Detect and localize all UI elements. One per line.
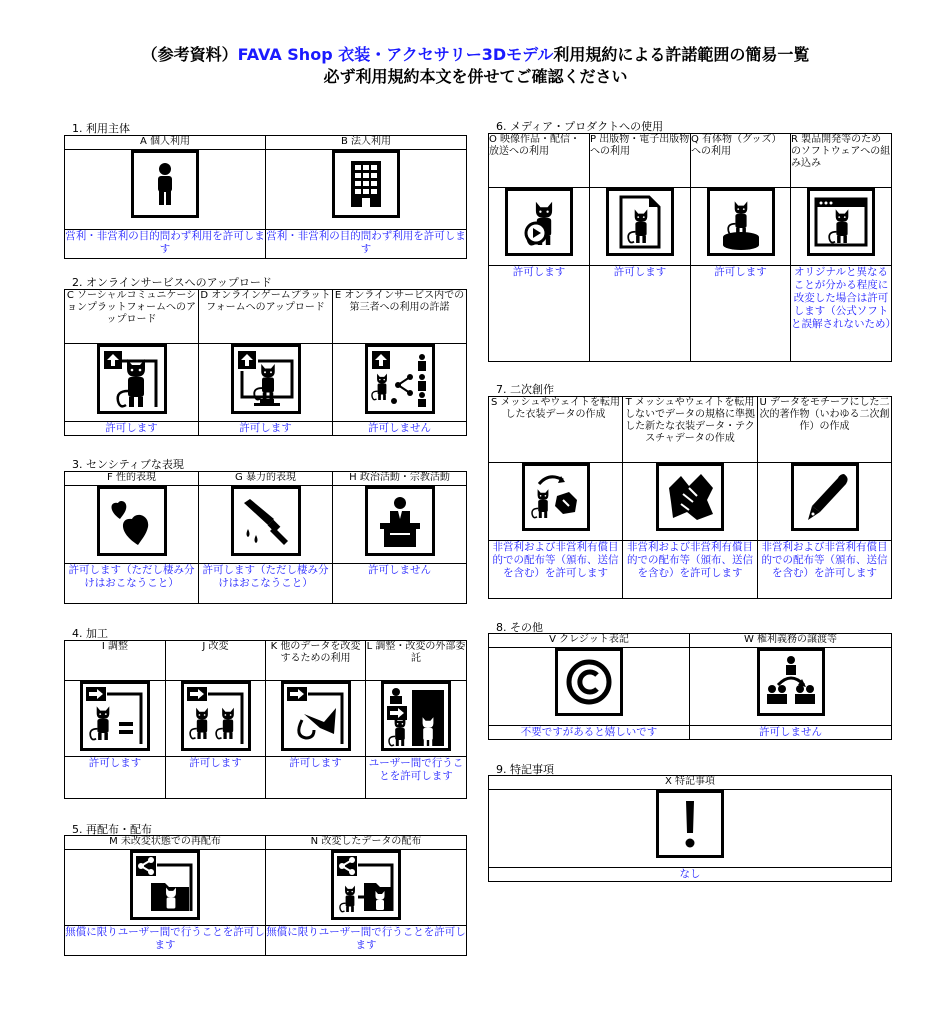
knife-icon	[231, 486, 301, 556]
item-n-permission: 無償に限りユーザー間で行うことを許可します	[266, 926, 467, 956]
item-b-head: B 法人利用	[266, 136, 467, 150]
section-4-table	[64, 640, 467, 799]
section-6-table	[488, 133, 896, 362]
adjust-icon	[80, 681, 150, 751]
item-f-permission: 許可します（ただし棲み分けはおこなうこと）	[65, 564, 199, 604]
person-icon	[131, 150, 199, 218]
item-p-permission: 許可します	[590, 266, 691, 362]
copyright-icon	[555, 648, 623, 716]
section-6-label: 6. メディア・プロダクトへの使用	[496, 120, 664, 133]
item-d-permission: 許可します	[199, 422, 333, 436]
item-i-head: I 調整	[65, 641, 166, 681]
item-o-head: O 映像作品・配信・放送への利用	[489, 134, 590, 188]
section-3-table	[64, 471, 467, 604]
pen-icon	[791, 463, 859, 531]
mesh-reuse-icon	[522, 463, 590, 531]
new-texture-icon	[656, 463, 724, 531]
hearts-icon	[97, 486, 167, 556]
item-o-permission: 許可します	[489, 266, 590, 362]
transfer-icon	[757, 648, 825, 716]
item-s-permission: 非営利および非営利有償目的での配布等（頒布、送信を含む）を許可します	[489, 541, 623, 599]
software-icon	[807, 188, 875, 256]
modify-icon	[181, 681, 251, 751]
item-c-permission: 許可します	[65, 422, 199, 436]
item-m-head: M 未改変状態での再配布	[65, 836, 266, 850]
item-c-head: C ソーシャルコミュニケーションプラットフォームへのアップロード	[65, 290, 199, 344]
section-9-label: 9. 特記事項	[496, 763, 554, 776]
item-v-permission: 不要ですがあると嬉しいです	[489, 726, 690, 740]
item-j-permission: 許可します	[166, 757, 266, 799]
section-2-table	[64, 289, 467, 436]
section-8-table	[488, 633, 892, 740]
item-m-permission: 無償に限りユーザー間で行うことを許可します	[65, 926, 266, 956]
section-5-table	[64, 835, 467, 956]
section-9-table	[488, 775, 892, 882]
item-l-permission: ユーザー間で行うことを許可します	[366, 757, 467, 799]
item-d-head: D オンラインゲームプラットフォームへのアップロード	[199, 290, 333, 344]
item-u-head: U データをモチーフにした二次的著作物（いわゆる二次創作）の作成	[758, 397, 892, 463]
section-7-label: 7. 二次創作	[496, 383, 554, 396]
redistribute-icon	[130, 850, 200, 920]
section-8-label: 8. その他	[496, 621, 543, 634]
distribute-modified-icon	[331, 850, 401, 920]
publication-icon	[606, 188, 674, 256]
section-1-label: 1. 利用主体	[72, 122, 130, 135]
podium-icon	[365, 486, 435, 556]
item-e-permission: 許可しません	[333, 422, 467, 436]
item-u-permission: 非営利および非営利有償目的での配布等（頒布、送信を含む）を許可します	[758, 541, 892, 599]
outsource-icon	[381, 681, 451, 751]
section-3-label: 3. センシティブな表現	[72, 458, 184, 471]
upload-share-icon	[365, 344, 435, 414]
video-icon	[505, 188, 573, 256]
item-x-head: X 特記事項	[489, 776, 892, 790]
item-x-permission: なし	[489, 868, 892, 882]
item-w-permission: 許可しません	[690, 726, 892, 740]
item-s-head: S メッシュやウェイトを転用した衣装データの作成	[489, 397, 623, 463]
title-line-2: 必ず利用規約本文を併せてご確認ください	[323, 67, 628, 86]
item-a-permission: 営利・非営利の目的問わず利用を許可します	[65, 230, 266, 259]
page-title	[0, 44, 951, 88]
section-4-label: 4. 加工	[72, 627, 108, 640]
item-f-head: F 性的表現	[65, 472, 199, 486]
section-7-table	[488, 396, 892, 599]
item-g-permission: 許可します（ただし棲み分けはおこなうこと）	[199, 564, 333, 604]
item-v-head: V クレジット表記	[489, 634, 690, 648]
item-j-head: J 改変	[166, 641, 266, 681]
building-icon	[332, 150, 400, 218]
item-g-head: G 暴力的表現	[199, 472, 333, 486]
item-e-head: E オンラインサービス内での第三者への利用の許諾	[333, 290, 467, 344]
title-line-1	[0, 44, 951, 66]
item-r-permission: オリジナルと異なることが分かる程度に改変した場合は許可します（公式ソフトと誤解されないため）	[791, 266, 892, 362]
item-r-head: R 製品開発等のためのソフトウェアへの組み込み	[791, 134, 892, 188]
item-i-permission: 許可します	[65, 757, 166, 799]
title-prefix: （参考資料）	[141, 45, 238, 64]
exclamation-icon	[656, 790, 724, 858]
item-b-permission: 営利・非営利の目的問わず利用を許可します	[266, 230, 467, 259]
item-n-head: N 改変したデータの配布	[266, 836, 467, 850]
section-1-table	[64, 135, 467, 259]
item-p-head: P 出版物・電子出版物への利用	[590, 134, 691, 188]
item-t-permission: 非営利および非営利有償目的での配布等（頒布、送信を含む）を許可します	[623, 541, 758, 599]
title-product-name: FAVA Shop 衣装・アクセサリー3Dモデル	[237, 45, 554, 64]
item-h-head: H 政治活動・宗教活動	[333, 472, 467, 486]
section-5-label: 5. 再配布・配布	[72, 823, 152, 836]
item-l-head: L 調整・改変の外部委託	[366, 641, 467, 681]
figure-icon	[707, 188, 775, 256]
upload-monitor-icon	[231, 344, 301, 414]
other-data-icon	[281, 681, 351, 751]
item-k-head: K 他のデータを改変するための利用	[266, 641, 366, 681]
title-suffix: 利用規約による許諾範囲の簡易一覧	[553, 45, 810, 64]
item-q-permission: 許可します	[691, 266, 791, 362]
upload-avatar-icon	[97, 344, 167, 414]
item-a-head: A 個人利用	[65, 136, 266, 150]
item-w-head: W 権利義務の譲渡等	[690, 634, 892, 648]
item-q-head: Q 有体物（グッズ）への利用	[691, 134, 791, 188]
item-t-head: T メッシュやウェイトを転用しないでデータの規格に準拠した新たな衣装データ・テクスチャデータの作成	[623, 397, 758, 463]
section-2-label: 2. オンラインサービスへのアップロード	[72, 276, 272, 289]
item-k-permission: 許可します	[266, 757, 366, 799]
item-h-permission: 許可しません	[333, 564, 467, 604]
